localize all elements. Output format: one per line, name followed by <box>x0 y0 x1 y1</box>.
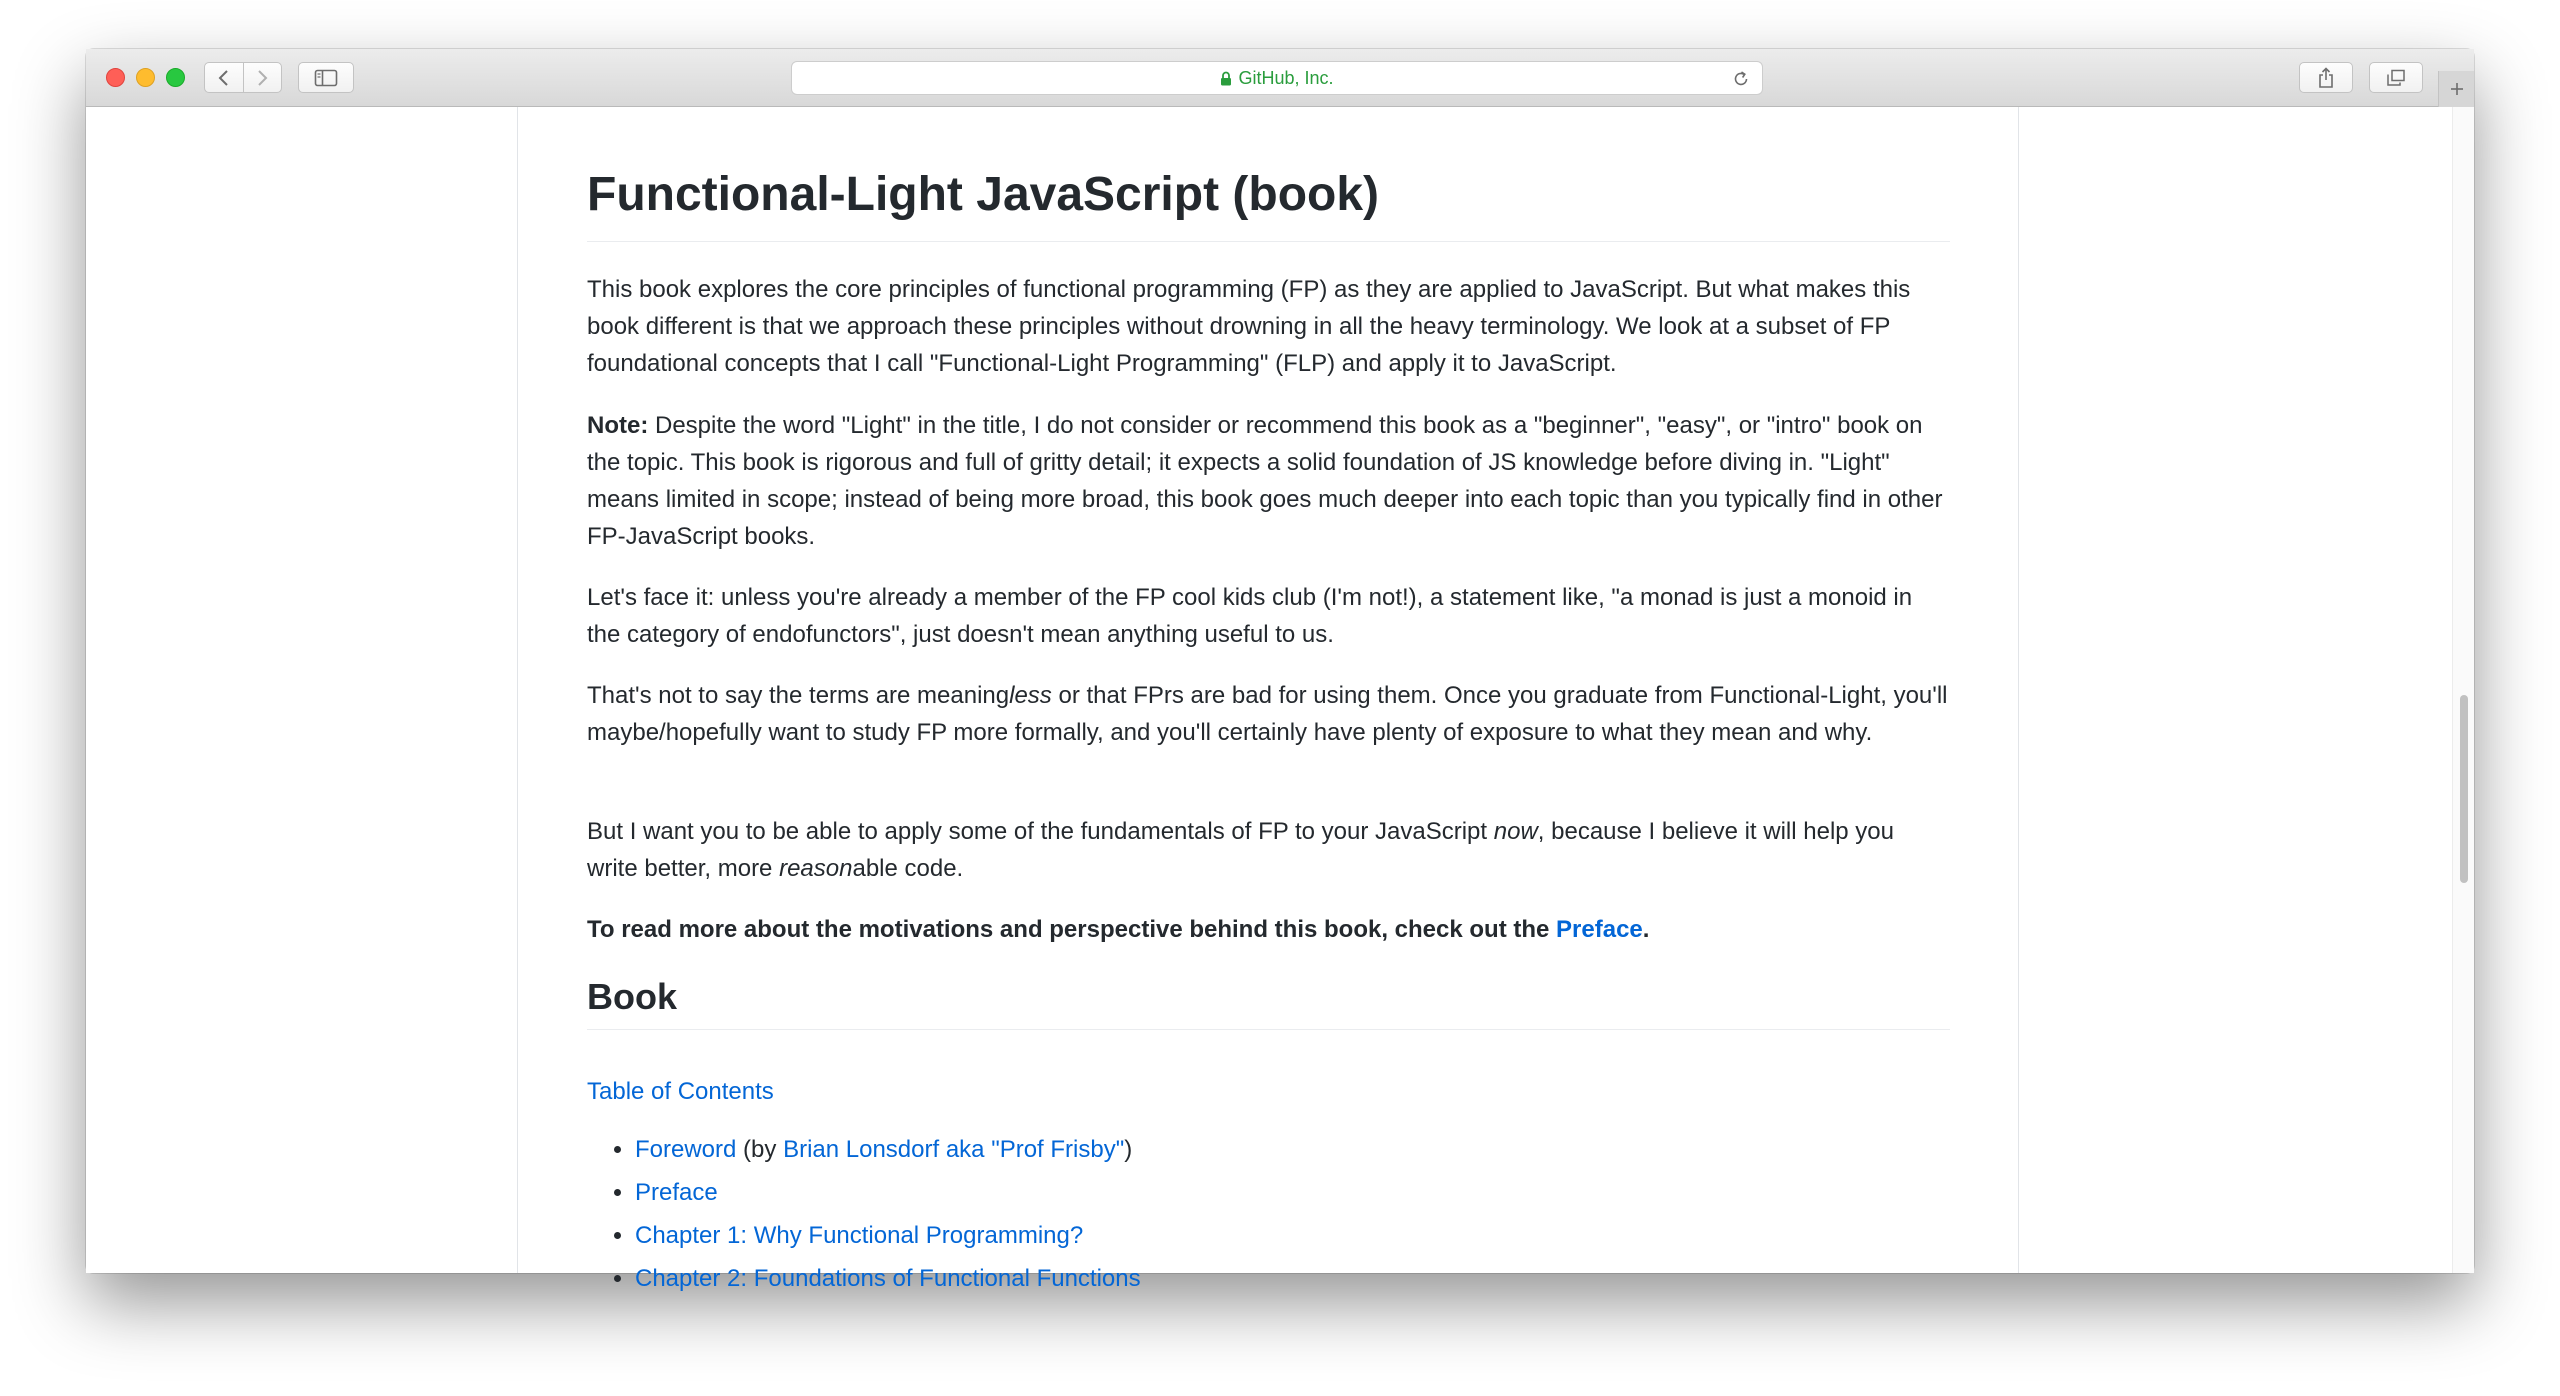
plus-icon <box>2449 81 2465 97</box>
back-button[interactable] <box>205 63 243 92</box>
meaning-emphasis: less <box>1009 682 1052 709</box>
new-tab-button[interactable] <box>2438 71 2474 107</box>
foreword-by-close: ) <box>1124 1136 1133 1163</box>
table-of-contents-link[interactable]: Table of Contents <box>587 1078 774 1105</box>
lock-icon <box>1220 71 1232 86</box>
preface-toc-link[interactable]: Preface <box>635 1179 718 1206</box>
tabs-overview-icon <box>2386 69 2406 87</box>
list-item <box>635 1214 1950 1257</box>
chapter-1-link[interactable]: Chapter 1: Why Functional Programming? <box>635 1222 1084 1249</box>
read-more-text: To read more about the motivations and perspective behind this book, check out the <box>587 916 1557 943</box>
list-item <box>635 1257 1950 1300</box>
vertical-scrollbar[interactable] <box>2452 107 2474 1273</box>
chevron-left-icon <box>217 69 231 87</box>
zoom-window-button[interactable] <box>166 68 185 87</box>
share-icon <box>2317 67 2335 89</box>
forward-button[interactable] <box>243 63 282 92</box>
readme-container <box>517 107 2019 1292</box>
page-title: Functional-Light JavaScript (book) <box>587 165 1950 242</box>
close-window-button[interactable] <box>106 68 125 87</box>
apply-emphasis-now: now <box>1493 818 1538 845</box>
minimize-window-button[interactable] <box>136 68 155 87</box>
apply-text-2: , because I believe it will help you write better, more <box>587 818 1894 882</box>
apply-text-1: But I want you to be able to apply some of the fundamentals of FP to your JavaScript <box>587 818 1494 845</box>
intro-paragraph: This book explores the core principles of functional programming (FP) as they are applied to JavaScript. But what makes this book different is that we approach these principles without drowning in all the heavy terminology. We look at a subset of FP foundational concepts that I call "Functional-Light Programming" (FLP) and apply it to JavaScript. <box>587 276 1911 377</box>
apply-emphasis-reason: reason <box>779 855 853 882</box>
preface-link[interactable]: Preface <box>1556 916 1643 943</box>
note-label: Note: <box>587 412 649 439</box>
chevron-right-icon <box>255 69 269 87</box>
share-button[interactable] <box>2299 62 2353 93</box>
tabs-overview-button[interactable] <box>2369 62 2423 93</box>
face-it-paragraph: Let's face it: unless you're already a member of the FP cool kids club (I'm not!), a statement like, "a monad is just a monoid in the category of endofunctors", just doesn't mean anything useful to us. <box>587 584 1913 648</box>
meaning-text-2: or that FPrs are bad for using them. Once you graduate from Functional-Light, you'll maybe/hopefully want to study FP more formally, and you'll certainly have plenty of exposure to what they mean and why. <box>587 682 1948 746</box>
apply-text-3: able code. <box>852 855 964 882</box>
foreword-author-link[interactable]: Brian Lonsdorf aka "Prof Frisby" <box>783 1136 1125 1163</box>
sidebar-icon <box>314 69 338 87</box>
meaning-text-1: That's not to say the terms are meaning <box>587 682 1010 709</box>
browser-toolbar <box>86 49 2474 107</box>
list-item <box>635 1171 1950 1214</box>
read-more-paragraph <box>587 911 1950 948</box>
scrollbar-thumb[interactable] <box>2460 695 2468 883</box>
note-paragraph <box>587 407 1950 555</box>
page-viewport <box>86 107 2474 1292</box>
reload-icon <box>1732 70 1750 88</box>
address-display <box>792 62 1762 94</box>
apply-paragraph <box>587 813 1950 887</box>
reload-button[interactable] <box>1730 68 1752 90</box>
address-text: GitHub, Inc. <box>1238 67 1334 88</box>
chapter-2-link[interactable]: Chapter 2: Foundations of Functional Functions <box>635 1265 1141 1292</box>
note-text: Despite the word "Light" in the title, I do not consider or recommend this book as a "beginner", "easy", or "intro" book on the topic. This book is rigorous and full of gritty detail; it expects a solid foundation of JS knowledge before diving in. "Light" means limited in scope; instead of being more broad, this book goes much deeper into each topic than you typically find in other FP-JavaScript books. <box>587 412 1943 550</box>
toc-list <box>587 1128 1950 1300</box>
read-more-end: . <box>1642 916 1650 943</box>
foreword-link[interactable]: Foreword <box>635 1136 737 1163</box>
address-bar[interactable] <box>791 61 1763 95</box>
book-heading: Book <box>587 975 1950 1030</box>
show-sidebar-button[interactable] <box>298 62 354 93</box>
toc-paragraph <box>587 1073 1950 1110</box>
list-item <box>635 1128 1950 1171</box>
meaning-paragraph <box>587 677 1950 751</box>
navigation-buttons <box>204 62 282 93</box>
browser-window <box>86 49 2474 1292</box>
foreword-by-open: (by <box>736 1136 784 1163</box>
